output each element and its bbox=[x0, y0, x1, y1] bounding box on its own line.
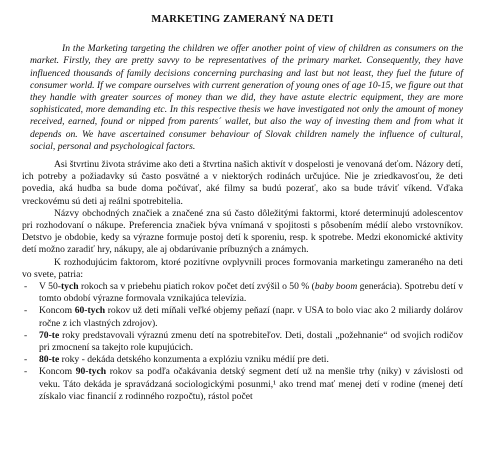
list-dash: - bbox=[24, 281, 28, 293]
list-item bbox=[22, 330, 463, 354]
list-item-bold: 90-tych bbox=[75, 366, 107, 378]
list-item-text-end: generácia). Spotrebu detí v tomto období výrazne formovala vznikajúca televízia. bbox=[39, 281, 464, 305]
list-item-bold: 70-te bbox=[39, 329, 60, 341]
paragraph-1: Asi štvrtinu života strávime ako deti a štvrtina našich aktivít v dospelosti je venovaná deťom. Názory detí, ich potreby a požiadavky sú často posvätné a v niektorých rodinách určujúce. Nie je zriedkavosťou, že deti povedia, aká hudba sa bude doma počúvať, aké filmy sa budú pozerať, ako sa bude tráviť víkend. Vďaka vreckovému sú deti aj reálni spotrebitelia. bbox=[22, 159, 463, 207]
list-item-text: rokov už deti míňali veľké objemy peňazí (napr. v USA to bolo viac ako 2 miliardy dolárov ročne z ich vlastných zdrojov). bbox=[39, 305, 463, 329]
list-item-text: roky predstavovali výraznú zmenu detí na spotrebiteľov. Deti, dostali „požehnanie“ od svojich rodičov pri zmocnení sa takejto role kupujúcich. bbox=[39, 329, 463, 354]
list-item-bold: tych bbox=[60, 281, 79, 293]
list-item-text: rokov sa podľa očakávania detský segment detí už na menšie trhy (niky) v závislosti od veku. Táto dekáda je spravádzaná sociologickými posunmi,¹ ako trend mať menej detí v rodine (menej detí získalo viac financií z rodinného rozpočtu), rástol počet bbox=[39, 366, 463, 402]
list-item-lead: Koncom bbox=[39, 305, 75, 317]
list-dash: - bbox=[24, 329, 28, 341]
paragraph-2: Názvy obchodných značiek a značené zna sú často dôležitými faktormi, ktoré determinujú adolescentov pri rozhodovaní o nákupe. Preferencia značiek býva vnímaná v spojitosti s pôsobením médií alebo vrstovníkov. Detstvo je obdobie, kedy sa výrazne formuje postoj detí k sporeniu, resp. k spotrebe. Medzi ekonomické aktivity detí možno zaradiť hry, nákupy, ale aj obdarúvanie príbuzných a známych. bbox=[22, 207, 463, 256]
document-title: MARKETING ZAMERANÝ NA DETI bbox=[151, 14, 334, 25]
list-item-text: rokoch sa v priebehu piatich rokov počet detí zvýšil o 50 % ( bbox=[78, 281, 315, 293]
list-item-italic: baby boom bbox=[314, 281, 358, 293]
list-dash: - bbox=[24, 305, 28, 317]
list-item-lead: Koncom bbox=[39, 366, 76, 378]
list-item-bold: 80-te bbox=[39, 354, 60, 366]
list-item bbox=[22, 281, 463, 305]
list-dash: - bbox=[24, 366, 28, 378]
decade-factor-list bbox=[22, 281, 463, 403]
list-item bbox=[22, 354, 463, 366]
english-abstract: In the Marketing targeting the children we offer another point of view of children as consumers on the market. Firstly, they are pretty savvy to be representatives of the primary market. Consequently, they have influenced thousands of family decisions concerning purchasing and last but not least, they fuel the future of consumer world. If we compare ourselves with current generation of young ones of age 10-15, we figure out that they handle with greater sources of money than we did, they have astute electric equipment, they are more sophisticated, more demanding etc. In this respective thesis we have investigated not only the amount of money received, earned, found or nipped from parents´ wallet, but also the way of investing them and from what it depends on. We have ascertained consumer behaviour of Slovak children namely the influence of cultural, social, personal and psychological factors. bbox=[30, 43, 463, 152]
list-item-lead: V 50- bbox=[39, 281, 61, 293]
list-item-text: roky - dekáda detského konzumenta a explóziu vzniku médií pre deti. bbox=[59, 354, 329, 366]
list-item bbox=[22, 305, 463, 329]
list-item bbox=[22, 366, 463, 403]
list-dash: - bbox=[24, 354, 28, 366]
paragraph-3: K rozhodujúcim faktorom, ktoré pozitívne ovplyvnili proces formovania marketingu zameraného na deti vo svete, patria: bbox=[22, 256, 463, 280]
list-item-bold: 60-tych bbox=[74, 305, 106, 317]
